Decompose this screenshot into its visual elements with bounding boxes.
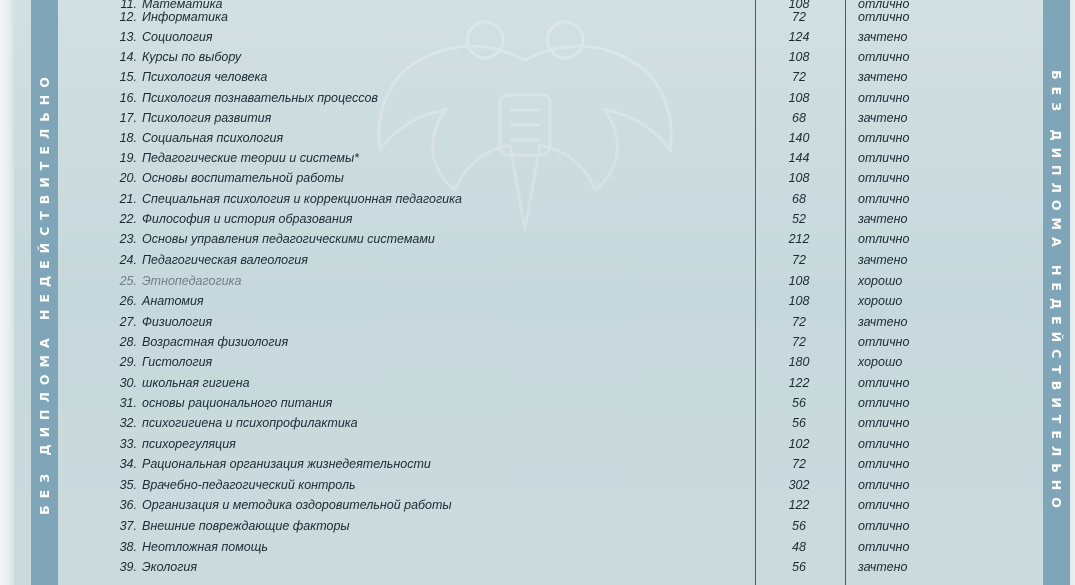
hours-value: 302 [788, 478, 810, 492]
grade-value: отлично [858, 192, 910, 206]
row-number: 15. [119, 70, 137, 84]
subject-name: Рациональная организация жизнедеятельности [142, 457, 431, 471]
grade-value: отлично [858, 396, 910, 410]
table-row [0, 332, 1075, 352]
grade-value: зачтено [858, 253, 908, 267]
subject-name: Специальная психология и коррекционная педагогика [142, 192, 462, 206]
hours-value: 68 [792, 111, 806, 125]
row-number: 16. [119, 91, 137, 105]
hours-value: 72 [792, 457, 806, 471]
subject-name: Основы воспитательной работы [142, 171, 344, 185]
subject-name: Социальная психология [142, 131, 284, 145]
grade-value: отлично [858, 437, 910, 451]
row-number: 22. [119, 212, 137, 226]
subject-name: Социология [142, 30, 213, 44]
hours-value: 72 [792, 70, 806, 84]
table-row [0, 475, 1075, 495]
hours-value: 48 [792, 540, 806, 554]
grade-value: зачтено [858, 212, 908, 226]
table-row [0, 7, 1075, 27]
watermark-text-right: БЕЗ ДИПЛОМА НЕДЕЙСТВИТЕЛЬНО [1049, 70, 1064, 515]
grade-value: отлично [858, 376, 910, 390]
hours-value: 108 [788, 91, 810, 105]
table-row [0, 27, 1075, 47]
hours-value: 122 [788, 376, 810, 390]
row-number: 14. [119, 50, 137, 64]
subject-name: Анатомия [142, 294, 204, 308]
row-number: 18. [119, 131, 137, 145]
grade-value: хорошо [858, 294, 903, 308]
table-row [0, 495, 1075, 515]
row-number: 13. [119, 30, 137, 44]
table-row [0, 291, 1075, 311]
row-number: 12. [119, 10, 137, 24]
table-row [0, 209, 1075, 229]
hours-value: 108 [788, 274, 810, 288]
subject-name: Врачебно-педагогический контроль [142, 478, 356, 492]
subject-name: Возрастная физиология [142, 335, 289, 349]
table-row [0, 108, 1075, 128]
table-row [0, 148, 1075, 168]
subject-name: Экология [142, 560, 198, 574]
hours-value: 56 [792, 396, 806, 410]
table-row [0, 537, 1075, 557]
subject-name: Физиология [142, 315, 213, 329]
subject-name: Психология человека [142, 70, 268, 84]
hours-value: 108 [788, 50, 810, 64]
grade-value: отлично [858, 131, 910, 145]
grade-value: отлично [858, 478, 910, 492]
grade-value: отлично [858, 457, 910, 471]
hours-value: 72 [792, 253, 806, 267]
table-row [0, 312, 1075, 332]
subject-name: Основы управления педагогическими системами [142, 232, 435, 246]
row-number: 11. [120, 0, 137, 11]
hours-value: 52 [792, 212, 806, 226]
table-row [0, 393, 1075, 413]
grade-value: хорошо [858, 355, 903, 369]
grade-value: отлично [858, 171, 910, 185]
subject-name: Математика [142, 0, 223, 11]
subject-name: Философия и история образования [142, 212, 353, 226]
hours-value: 72 [792, 315, 806, 329]
grade-value: отлично [858, 519, 910, 533]
subject-name: психорегуляция [142, 437, 236, 451]
hours-value: 72 [792, 10, 806, 24]
table-row [0, 250, 1075, 270]
grade-value: хорошо [858, 274, 903, 288]
grade-value: отлично [858, 416, 910, 430]
row-number: 20. [119, 171, 137, 185]
watermark-text-left: БЕЗ ДИПЛОМА НЕДЕЙСТВИТЕЛЬНО [37, 70, 52, 515]
row-number: 27. [119, 315, 137, 329]
hours-value: 56 [792, 560, 806, 574]
subject-name: Неотложная помощь [142, 540, 268, 554]
grade-value: отлично [858, 0, 910, 11]
table-row [0, 271, 1075, 291]
subject-name: Педагогическая валеология [142, 253, 308, 267]
grade-value: зачтено [858, 560, 908, 574]
hours-value: 180 [788, 355, 810, 369]
hours-value: 108 [788, 294, 810, 308]
subject-name: Гистология [142, 355, 213, 369]
row-number: 38. [119, 540, 137, 554]
grade-value: отлично [858, 232, 910, 246]
table-row [0, 557, 1075, 577]
row-number: 30. [119, 376, 137, 390]
hours-value: 56 [792, 519, 806, 533]
subject-name: Психология познавательных процессов [142, 91, 378, 105]
hours-value: 68 [792, 192, 806, 206]
table-row [0, 189, 1075, 209]
grade-value: отлично [858, 335, 910, 349]
row-number: 36. [119, 498, 137, 512]
grade-value: отлично [858, 91, 910, 105]
table-row [0, 413, 1075, 433]
grade-value: отлично [858, 50, 910, 64]
row-number: 26. [119, 294, 137, 308]
subject-name: Курсы по выбору [142, 50, 242, 64]
subject-name: психогигиена и психопрофилактика [142, 416, 358, 430]
subject-name: основы рационального питания [142, 396, 333, 410]
row-number: 33. [119, 437, 137, 451]
row-number: 23. [119, 232, 137, 246]
subject-name: школьная гигиена [142, 376, 250, 390]
row-number: 28. [119, 335, 137, 349]
subject-name: Этнопедагогика [142, 274, 242, 288]
hours-value: 56 [792, 416, 806, 430]
subject-name: Педагогические теории и системы* [142, 151, 360, 165]
table-row [0, 47, 1075, 67]
grade-value: зачтено [858, 70, 908, 84]
table-row [0, 434, 1075, 454]
hours-value: 124 [788, 30, 810, 44]
hours-value: 122 [788, 498, 810, 512]
row-number: 29. [119, 355, 137, 369]
row-number: 24. [119, 253, 137, 267]
table-row [0, 88, 1075, 108]
table-row [0, 516, 1075, 536]
hours-value: 108 [788, 171, 810, 185]
row-number: 34. [119, 457, 137, 471]
table-row [0, 128, 1075, 148]
grade-value: отлично [858, 498, 910, 512]
hours-value: 144 [788, 151, 810, 165]
table-row [0, 454, 1075, 474]
table-row [0, 229, 1075, 249]
subject-name: Информатика [142, 10, 228, 24]
row-number: 31. [119, 396, 137, 410]
hours-value: 102 [788, 437, 810, 451]
subject-name: Психология развития [142, 111, 272, 125]
grade-value: отлично [858, 540, 910, 554]
grade-value: зачтено [858, 111, 908, 125]
subject-name: Внешние повреждающие факторы [142, 519, 350, 533]
table-row [0, 352, 1075, 372]
row-number: 17. [119, 111, 137, 125]
hours-value: 108 [788, 0, 810, 11]
row-number: 37. [119, 519, 137, 533]
subject-name: Организация и методика оздоровительной работы [142, 498, 452, 512]
grade-value: отлично [858, 151, 910, 165]
row-number: 39. [119, 560, 137, 574]
row-number: 35. [119, 478, 137, 492]
table-row [0, 373, 1075, 393]
table-row [0, 67, 1075, 87]
grade-value: зачтено [858, 30, 908, 44]
hours-value: 140 [788, 131, 810, 145]
grade-value: отлично [858, 10, 910, 24]
row-number: 21. [119, 192, 137, 206]
row-number: 19. [119, 151, 137, 165]
row-number: 32. [119, 416, 137, 430]
row-number: 25. [119, 274, 137, 288]
hours-value: 72 [792, 335, 806, 349]
table-row [0, 168, 1075, 188]
grade-value: зачтено [858, 315, 908, 329]
hours-value: 212 [788, 232, 810, 246]
